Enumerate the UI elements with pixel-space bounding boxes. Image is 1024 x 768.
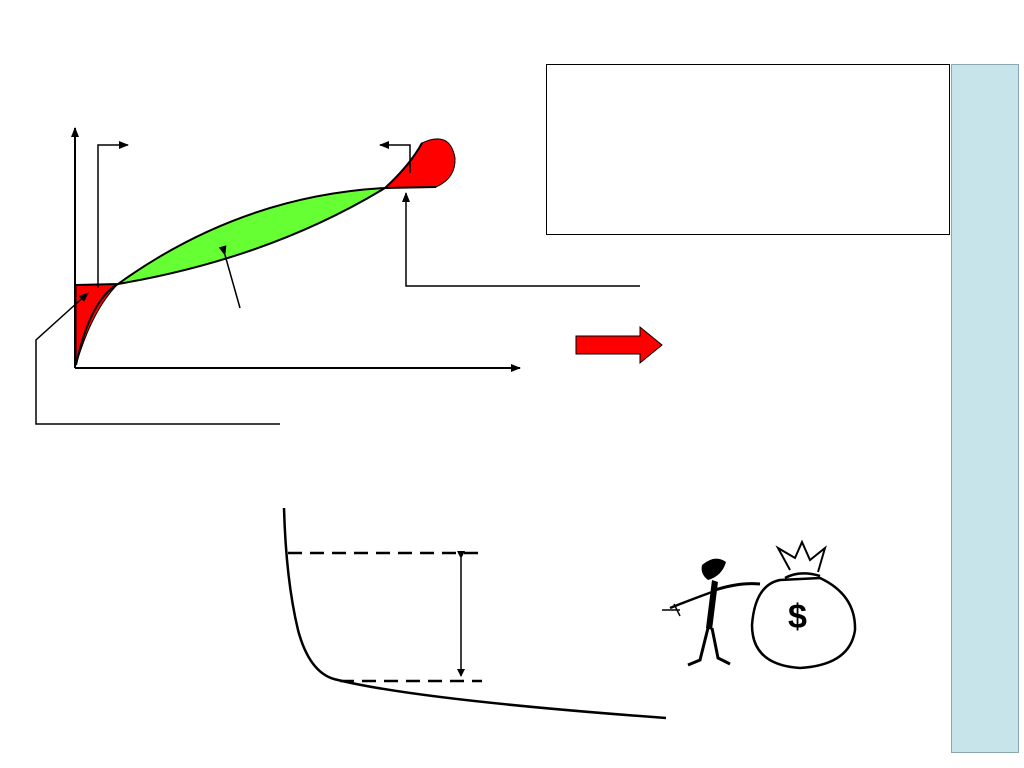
money-bag-illustration (660, 540, 860, 690)
dollar-sign-icon: $ (788, 598, 807, 636)
cost-factor-curve (284, 508, 666, 718)
sidebar-panel (951, 64, 1019, 753)
